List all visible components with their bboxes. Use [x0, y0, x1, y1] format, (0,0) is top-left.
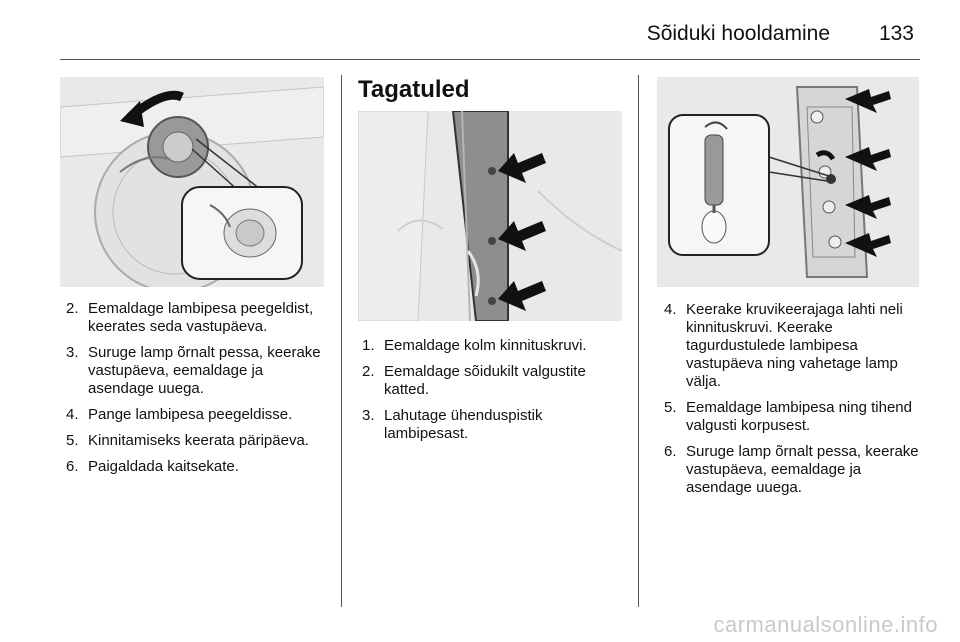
- page-number: 133: [878, 22, 914, 45]
- footer-watermark: carmanualsonline.info: [713, 612, 938, 637]
- list-item: 2. Eemaldage lambipesa peegeldist, keerates seda vastupäeva.: [66, 300, 314, 335]
- figure-tail-lamp-screws: [358, 111, 622, 321]
- figure-tail-lamp-housing: [657, 77, 919, 287]
- list-item: 3. Suruge lamp õrnalt pessa, keerake vastupäeva, eemaldage ja asendage uuega.: [66, 344, 321, 397]
- list-item: 6. Suruge lamp õrnalt pessa, keerake vastupäeva, eemaldage ja asendage uuega.: [664, 443, 919, 496]
- list-item: 3. Lahutage ühenduspistik lambipesast.: [362, 407, 543, 442]
- column-divider-left: [341, 75, 342, 607]
- list-item: 6. Paigaldada kaitsekate.: [66, 458, 239, 475]
- list-item: 5. Eemaldage lambipesa ning tihend valgusti korpusest.: [664, 399, 912, 434]
- figure-headlamp-bulb-holder: [60, 77, 324, 287]
- list-item: 2. Eemaldage sõidukilt valgustite katted.: [362, 363, 586, 398]
- page-header-title: Sõiduki hooldamine: [646, 22, 830, 45]
- header-divider: [60, 59, 920, 60]
- list-item: 4. Keerake kruvikeerajaga lahti neli kinnituskruvi. Keerake tagurdustulede lambipesa vastupäeva ning vahetage lamp välja.: [664, 301, 903, 390]
- left-steps-list: [66, 300, 328, 484]
- middle-steps-list: [362, 337, 624, 451]
- right-steps-list: [664, 301, 926, 505]
- list-item: 1. Eemaldage kolm kinnituskruvi.: [362, 337, 587, 354]
- column-divider-right: [638, 75, 639, 607]
- section-title: Tagatuled: [358, 76, 470, 103]
- list-item: 4. Pange lambipesa peegeldisse.: [66, 406, 293, 423]
- list-item: 5. Kinnitamiseks keerata päripäeva.: [66, 432, 309, 449]
